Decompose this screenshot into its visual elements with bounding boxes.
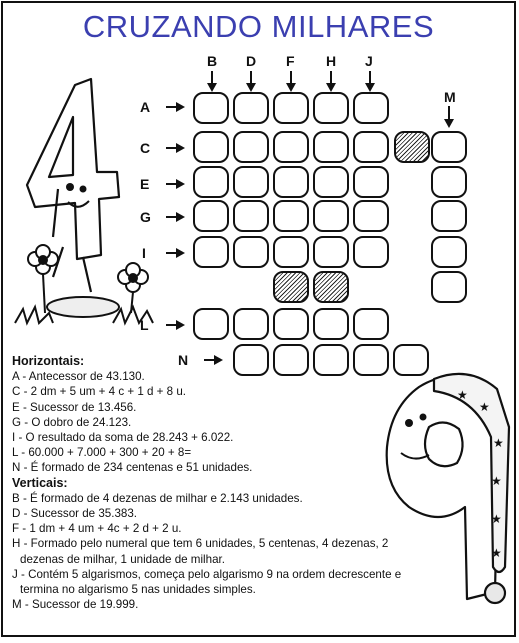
row-label-a: A: [140, 99, 151, 115]
clue-vertical-m: M - Sucessor de 19.999.: [12, 598, 139, 612]
grid-cell[interactable]: [353, 131, 389, 163]
grid-cell[interactable]: [431, 271, 467, 303]
column-label-f: F: [286, 53, 295, 69]
grid-cell[interactable]: [313, 308, 349, 340]
grid-cell[interactable]: [313, 131, 349, 163]
column-label-j: J: [365, 53, 373, 69]
grid-cell[interactable]: [431, 236, 467, 268]
clue-vertical-j: J - Contém 5 algarismos, começa pelo algarismo 9 na ordem decrescente e: [12, 567, 402, 581]
page-title: CRUZANDO MILHARES: [82, 9, 435, 44]
clue-vertical-h-continued: dezenas de milhar, 1 unidade de milhar.: [20, 552, 225, 566]
worksheet-page: [1, 1, 516, 637]
svg-text:★: ★: [491, 512, 502, 526]
column-label-h: H: [326, 53, 337, 69]
column-label-b: B: [207, 53, 218, 69]
clue-horizontal-g: G - O dobro de 24.123.: [12, 415, 132, 429]
blocked-cell: [313, 271, 349, 303]
grid-cell[interactable]: [233, 131, 269, 163]
row-label-l: L: [140, 317, 149, 333]
column-label-d: D: [246, 53, 257, 69]
grid-cell[interactable]: [273, 131, 309, 163]
grid-cell[interactable]: [313, 92, 349, 124]
horizontais-heading: Horizontais:: [12, 354, 85, 368]
grid-cell[interactable]: [431, 200, 467, 232]
blocked-cell: [394, 131, 430, 163]
clue-horizontal-a: A - Antecessor de 43.130.: [12, 370, 145, 384]
clue-vertical-j-continued: termina no algarismo 5 nas unidades simples.: [20, 583, 256, 597]
grid-cell[interactable]: [273, 236, 309, 268]
svg-text:★: ★: [457, 388, 468, 402]
grid-cell[interactable]: [193, 236, 229, 268]
grid-cell[interactable]: [233, 200, 269, 232]
grid-cell[interactable]: [193, 308, 229, 340]
clue-horizontal-e: E - Sucessor de 13.456.: [12, 400, 137, 414]
grid-cell[interactable]: [353, 92, 389, 124]
clue-vertical-b: B - É formado de 4 dezenas de milhar e 2.143 unidades.: [12, 491, 303, 505]
grid-cell[interactable]: [273, 166, 309, 198]
clue-horizontal-i: I - O resultado da soma de 28.243 + 6.022.: [12, 431, 234, 445]
clue-horizontal-l: L - 60.000 + 7.000 + 300 + 20 + 8=: [12, 446, 192, 460]
clues-section: [12, 354, 401, 612]
grid-cell[interactable]: [193, 131, 229, 163]
column-label-m: M: [444, 89, 456, 105]
row-label-n: N: [178, 352, 189, 368]
row-label-c: C: [140, 140, 151, 156]
grid-cell[interactable]: [233, 166, 269, 198]
row-label-g: G: [140, 209, 151, 225]
grid-cell[interactable]: [233, 92, 269, 124]
grid-cell[interactable]: [193, 200, 229, 232]
blocked-cell: [273, 271, 309, 303]
grid-cell[interactable]: [233, 308, 269, 340]
verticais-heading: Verticais:: [12, 475, 68, 490]
grid-cell[interactable]: [273, 92, 309, 124]
grid-cell[interactable]: [313, 166, 349, 198]
svg-text:★: ★: [493, 436, 504, 450]
clue-vertical-d: D - Sucessor de 35.383.: [12, 507, 138, 521]
grid-cell[interactable]: [193, 166, 229, 198]
svg-text:★: ★: [491, 546, 502, 560]
grid-cell[interactable]: [431, 166, 467, 198]
grid-cell[interactable]: [313, 236, 349, 268]
svg-text:★: ★: [479, 400, 490, 414]
clue-horizontal-c: C - 2 dm + 5 um + 4 c + 1 d + 8 u.: [12, 385, 186, 399]
clue-horizontal-n: N - É formado de 234 centenas e 51 unidades.: [12, 461, 253, 475]
grid-cell[interactable]: [353, 200, 389, 232]
clue-vertical-h: H - Formado pelo numeral que tem 6 unidades, 5 centenas, 4 dezenas, 2: [12, 537, 389, 551]
number-four-illustration: [13, 77, 163, 339]
grid-cell[interactable]: [431, 131, 467, 163]
grid-cell[interactable]: [273, 308, 309, 340]
grid-cell[interactable]: [353, 166, 389, 198]
grid-cell[interactable]: [273, 200, 309, 232]
grid-cell[interactable]: [233, 236, 269, 268]
grid-cell[interactable]: [353, 236, 389, 268]
grid-cell[interactable]: [313, 200, 349, 232]
grid-cell[interactable]: [193, 92, 229, 124]
row-label-i: I: [142, 245, 146, 261]
svg-text:★: ★: [491, 474, 502, 488]
grid-cell[interactable]: [353, 308, 389, 340]
row-label-e: E: [140, 176, 150, 192]
clue-vertical-f: F - 1 dm + 4 um + 4c + 2 d + 2 u.: [12, 522, 182, 536]
